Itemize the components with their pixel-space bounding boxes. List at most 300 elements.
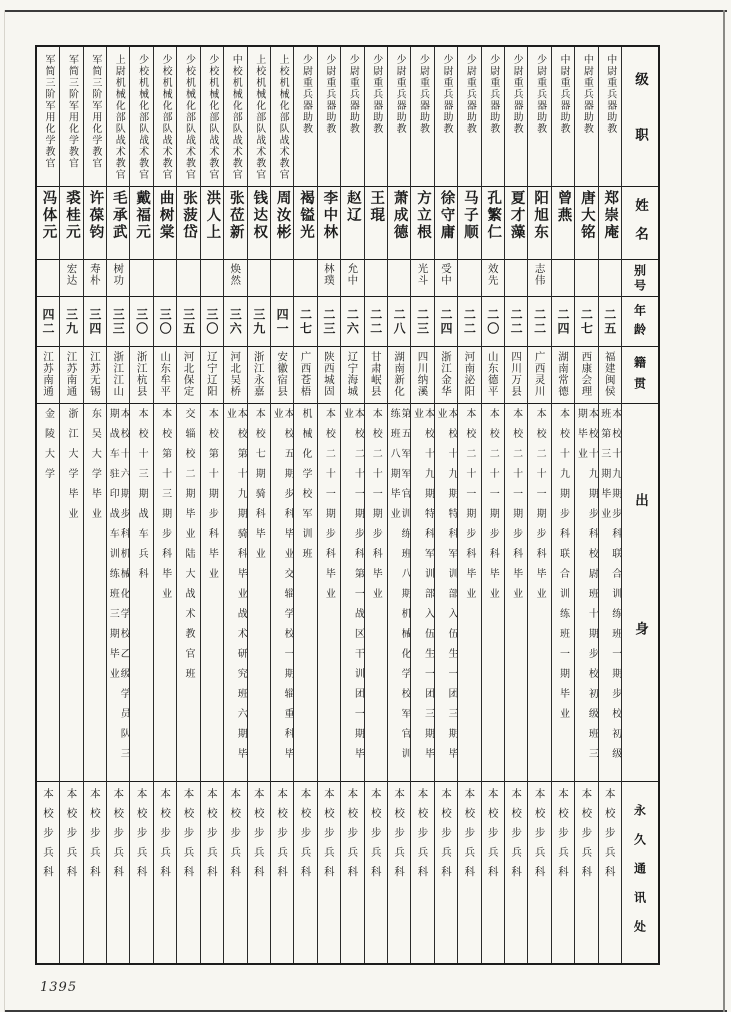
- person-background: 本校第十九期骑科毕业战术研究班六期毕业: [224, 408, 247, 768]
- person-rank: 中尉重兵器助教: [557, 54, 569, 135]
- person-alias: 树功: [112, 263, 125, 286]
- person-origin: 辽宁海城: [346, 351, 359, 397]
- cell-background: [37, 404, 59, 782]
- cell-contact: [528, 782, 550, 963]
- cell-origin: [482, 347, 504, 404]
- cell-rank: [107, 47, 129, 187]
- cell-alias: [60, 260, 82, 297]
- cell-rank: [458, 47, 480, 187]
- cell-rank: [599, 47, 621, 187]
- person-contact: 本校步兵科: [556, 788, 569, 886]
- person-rank: 少尉重兵器助教: [347, 54, 359, 135]
- person-rank: 少校机械化部队战术教官: [160, 54, 172, 181]
- cell-contact: [365, 782, 387, 963]
- person-contact: 本校步兵科: [229, 788, 242, 886]
- cell-name: [130, 187, 152, 260]
- person-background: 本校十九期步科联合训练班一期毕业: [557, 408, 569, 728]
- cell-name: [271, 187, 293, 260]
- person-contact: 本校步兵科: [322, 788, 335, 886]
- cell-rank: [294, 47, 316, 187]
- person-background: 本校二十一期步科毕业: [534, 408, 546, 608]
- person-name: 张莅新: [227, 190, 244, 241]
- person-contact: 本校步兵科: [135, 788, 148, 886]
- cell-origin: [84, 347, 106, 404]
- person-origin: 河北吴桥: [229, 351, 242, 397]
- cell-origin: [107, 347, 129, 404]
- cell-alias: [271, 260, 293, 297]
- cell-contact: [107, 782, 129, 963]
- cell-origin: [552, 347, 574, 404]
- cell-origin: [575, 347, 597, 404]
- cell-name: [177, 187, 199, 260]
- table-column-person: [598, 47, 621, 963]
- person-contact: 本校步兵科: [205, 788, 218, 886]
- cell-age: [130, 297, 152, 347]
- cell-alias: [341, 260, 363, 297]
- person-rank: 中尉重兵器助教: [604, 54, 616, 135]
- person-name: 冯体元: [40, 190, 57, 241]
- person-age: 二二: [368, 307, 383, 336]
- cell-alias: [37, 260, 59, 297]
- cell-name: [201, 187, 223, 260]
- cell-rank: [177, 47, 199, 187]
- person-origin: 湖南新化: [393, 351, 406, 397]
- cell-name: [388, 187, 410, 260]
- cell-background: [341, 404, 363, 782]
- person-name: 萧成德: [391, 190, 408, 241]
- person-origin: 甘肃岷县: [369, 351, 382, 397]
- person-origin: 江苏南通: [65, 351, 78, 397]
- table-column-person: [574, 47, 597, 963]
- person-contact: 本校步兵科: [416, 788, 429, 886]
- person-rank: 军简三阶军用化学教官: [89, 54, 101, 169]
- person-rank: 少校机械化部队战术教官: [136, 54, 148, 181]
- table-column-person: [153, 47, 176, 963]
- person-name: 赵辽: [344, 190, 361, 224]
- cell-contact: [84, 782, 106, 963]
- cell-origin: [458, 347, 480, 404]
- person-origin: 四川纳溪: [416, 351, 429, 397]
- cell-background: [177, 404, 199, 782]
- cell-age: [575, 297, 597, 347]
- header-column: [621, 47, 658, 963]
- person-rank: 少尉重兵器助教: [323, 54, 335, 135]
- cell-rank: [37, 47, 59, 187]
- person-contact: 本校步兵科: [393, 788, 406, 886]
- cell-alias: [107, 260, 129, 297]
- person-origin: 浙江永嘉: [252, 351, 265, 397]
- cell-rank: [528, 47, 550, 187]
- person-name: 郑崇庵: [602, 190, 619, 241]
- cell-rank: [505, 47, 527, 187]
- cell-rank: [435, 47, 457, 187]
- person-age: 二二: [509, 307, 524, 336]
- cell-name: [435, 187, 457, 260]
- cell-background: [505, 404, 527, 782]
- cell-rank: [130, 47, 152, 187]
- person-background: 本校二十一期步科毕业: [323, 408, 335, 608]
- cell-alias: [84, 260, 106, 297]
- cell-background: [528, 404, 550, 782]
- person-alias: 受中: [439, 263, 452, 286]
- header-age-label: 年龄: [632, 304, 647, 342]
- person-rank: 军简三阶军用化学教官: [66, 54, 78, 169]
- cell-age: [177, 297, 199, 347]
- cell-rank: [84, 47, 106, 187]
- person-origin: 浙江江山: [112, 351, 125, 397]
- cell-name: [224, 187, 246, 260]
- table-column-person: [200, 47, 223, 963]
- person-contact: 本校步兵科: [369, 788, 382, 886]
- person-age: 二四: [555, 307, 570, 336]
- cell-rank: [201, 47, 223, 187]
- person-contact: 本校步兵科: [299, 788, 312, 886]
- header-cell-age: [622, 297, 658, 347]
- cell-contact: [248, 782, 270, 963]
- cell-background: [411, 404, 433, 782]
- cell-contact: [552, 782, 574, 963]
- person-age: 三五: [181, 307, 196, 336]
- person-age: 三四: [87, 307, 102, 336]
- table-column-person: [340, 47, 363, 963]
- person-background: 本校十三期战车兵科: [136, 408, 148, 588]
- person-contact: 本校步兵科: [486, 788, 499, 886]
- person-origin: 广西灵川: [533, 351, 546, 397]
- person-background: 本校二十一期步科毕业: [370, 408, 382, 608]
- person-origin: 浙江金华: [439, 351, 452, 397]
- person-alias: 宏达: [65, 263, 78, 286]
- cell-contact: [435, 782, 457, 963]
- table-column-person: [387, 47, 410, 963]
- person-name: 马子顺: [461, 190, 478, 241]
- scan-margin-bottom: [0, 1012, 731, 1024]
- person-origin: 四川万县: [510, 351, 523, 397]
- table-column-person: [223, 47, 246, 963]
- person-name: 褐镒光: [298, 190, 315, 241]
- person-contact: 本校步兵科: [65, 788, 78, 886]
- cell-age: [435, 297, 457, 347]
- table-column-person: [270, 47, 293, 963]
- person-name: 阳旭东: [532, 190, 549, 241]
- cell-name: [599, 187, 621, 260]
- cell-alias: [318, 260, 340, 297]
- cell-age: [84, 297, 106, 347]
- table-column-person: [83, 47, 106, 963]
- cell-background: [575, 404, 597, 782]
- table-column-person: [551, 47, 574, 963]
- person-age: 二六: [345, 307, 360, 336]
- person-origin: 广西苍梧: [299, 351, 312, 397]
- person-rank: 少尉重兵器助教: [464, 54, 476, 135]
- person-origin: 江苏无锡: [88, 351, 101, 397]
- cell-contact: [294, 782, 316, 963]
- person-name: 许葆钧: [87, 190, 104, 241]
- cell-age: [248, 297, 270, 347]
- person-name: 曾燕: [555, 190, 572, 224]
- person-contact: 本校步兵科: [159, 788, 172, 886]
- person-rank: 上校机械化部队战术教官: [253, 54, 265, 181]
- cell-age: [224, 297, 246, 347]
- person-name: 徐守庸: [438, 190, 455, 241]
- person-background: 本校十九期步科联合训练班一期步校初级班第三期毕业: [598, 408, 621, 768]
- person-contact: 本校步兵科: [510, 788, 523, 886]
- cell-rank: [341, 47, 363, 187]
- cell-name: [528, 187, 550, 260]
- person-background: 金陵大学: [42, 408, 54, 488]
- person-contact: 本校步兵科: [463, 788, 476, 886]
- header-origin-label: 籍贯: [632, 356, 647, 398]
- person-age: 二七: [298, 307, 313, 336]
- cell-alias: [365, 260, 387, 297]
- person-rank: 少尉重兵器助教: [370, 54, 382, 135]
- person-age: 三〇: [134, 307, 149, 336]
- table-column-person: [106, 47, 129, 963]
- cell-origin: [60, 347, 82, 404]
- personnel-roster-table: [35, 45, 660, 965]
- person-age: 三〇: [158, 307, 173, 336]
- cell-age: [107, 297, 129, 347]
- person-background: 东吴大学毕业: [89, 408, 101, 528]
- cell-origin: [224, 347, 246, 404]
- header-cell-name: [622, 187, 658, 260]
- person-rank: 少尉重兵器助教: [300, 54, 312, 135]
- cell-origin: [388, 347, 410, 404]
- person-background: 本校七期骑科毕业: [253, 408, 265, 568]
- person-background: 浙江大学毕业: [65, 408, 77, 528]
- table-column-person: [59, 47, 82, 963]
- cell-origin: [248, 347, 270, 404]
- cell-age: [37, 297, 59, 347]
- person-contact: 本校步兵科: [276, 788, 289, 886]
- person-age: 三〇: [204, 307, 219, 336]
- cell-age: [271, 297, 293, 347]
- header-cell-alias: [622, 260, 658, 297]
- table-column-person: [317, 47, 340, 963]
- scan-edge-left: [4, 10, 5, 1012]
- person-background: 本校五期步科毕业交辎学校一期辎重科毕业: [271, 408, 294, 768]
- person-age: 二三: [321, 307, 336, 336]
- cell-rank: [60, 47, 82, 187]
- cell-origin: [294, 347, 316, 404]
- cell-name: [84, 187, 106, 260]
- cell-name: [575, 187, 597, 260]
- cell-contact: [271, 782, 293, 963]
- cell-contact: [505, 782, 527, 963]
- person-background: 本校十九期特科军训部入伍生一团三期毕业: [434, 408, 457, 768]
- person-origin: 河北保定: [182, 351, 195, 397]
- person-background: 本校第十期步科毕业: [206, 408, 218, 588]
- cell-origin: [201, 347, 223, 404]
- person-age: 二三: [415, 307, 430, 336]
- cell-alias: [435, 260, 457, 297]
- person-rank: 少尉重兵器助教: [394, 54, 406, 135]
- cell-contact: [599, 782, 621, 963]
- cell-name: [37, 187, 59, 260]
- cell-alias: [130, 260, 152, 297]
- person-age: 四一: [275, 307, 290, 336]
- person-rank: 上校机械化部队战术教官: [277, 54, 289, 181]
- person-rank: 少尉重兵器助教: [487, 54, 499, 135]
- cell-contact: [130, 782, 152, 963]
- cell-age: [528, 297, 550, 347]
- cell-alias: [294, 260, 316, 297]
- person-contact: 本校步兵科: [439, 788, 452, 886]
- cell-rank: [365, 47, 387, 187]
- cell-contact: [575, 782, 597, 963]
- cell-rank: [552, 47, 574, 187]
- cell-name: [365, 187, 387, 260]
- cell-alias: [248, 260, 270, 297]
- person-origin: 山东牟平: [159, 351, 172, 397]
- cell-background: [294, 404, 316, 782]
- table-column-person: [457, 47, 480, 963]
- cell-name: [458, 187, 480, 260]
- cell-name: [294, 187, 316, 260]
- header-name-label: 姓名: [632, 198, 648, 255]
- person-name: 王琨: [368, 190, 385, 224]
- cell-age: [388, 297, 410, 347]
- cell-origin: [37, 347, 59, 404]
- person-rank: 少尉重兵器助教: [534, 54, 546, 135]
- header-cell-origin: [622, 347, 658, 404]
- person-name: 毛承武: [110, 190, 127, 241]
- cell-origin: [271, 347, 293, 404]
- person-age: 二四: [438, 307, 453, 336]
- scan-edge-top: [4, 10, 727, 12]
- person-alias: 焕然: [229, 263, 242, 286]
- cell-name: [505, 187, 527, 260]
- person-alias: 寿朴: [88, 263, 101, 286]
- person-background: 机械化学校军训班: [300, 408, 312, 568]
- cell-origin: [435, 347, 457, 404]
- cell-age: [60, 297, 82, 347]
- cell-origin: [177, 347, 199, 404]
- cell-background: [154, 404, 176, 782]
- cell-contact: [154, 782, 176, 963]
- table-column-person: [434, 47, 457, 963]
- person-age: 三三: [111, 307, 126, 336]
- cell-alias: [224, 260, 246, 297]
- cell-background: [388, 404, 410, 782]
- person-contact: 本校步兵科: [88, 788, 101, 886]
- cell-age: [365, 297, 387, 347]
- cell-background: [552, 404, 574, 782]
- cell-age: [482, 297, 504, 347]
- person-rank: 中尉重兵器助教: [581, 54, 593, 135]
- person-age: 三九: [251, 307, 266, 336]
- person-origin: 陕西城固: [322, 351, 335, 397]
- cell-contact: [37, 782, 59, 963]
- cell-background: [599, 404, 621, 782]
- cell-age: [341, 297, 363, 347]
- person-origin: 河南泌阳: [463, 351, 476, 397]
- cell-contact: [318, 782, 340, 963]
- person-contact: 本校步兵科: [533, 788, 546, 886]
- person-origin: 浙江杭县: [135, 351, 148, 397]
- cell-rank: [575, 47, 597, 187]
- person-alias: 允中: [346, 263, 359, 286]
- cell-origin: [505, 347, 527, 404]
- cell-name: [552, 187, 574, 260]
- cell-background: [107, 404, 129, 782]
- cell-alias: [154, 260, 176, 297]
- person-alias: 林璞: [322, 263, 335, 286]
- person-age: 三六: [228, 307, 243, 336]
- cell-contact: [341, 782, 363, 963]
- table-column-person: [37, 47, 59, 963]
- cell-contact: [388, 782, 410, 963]
- person-age: 三九: [64, 307, 79, 336]
- person-alias: 光斗: [416, 263, 429, 286]
- cell-origin: [599, 347, 621, 404]
- person-background: 本校二十一期步科第一战区干训团一期毕业: [341, 408, 364, 768]
- cell-age: [411, 297, 433, 347]
- cell-alias: [482, 260, 504, 297]
- person-name: 曲树棠: [157, 190, 174, 241]
- person-origin: 江苏南通: [42, 351, 55, 397]
- header-contact-label: 永久通讯处: [632, 804, 647, 949]
- person-contact: 本校步兵科: [252, 788, 265, 886]
- person-background: 本校十六期步科机械化学校乙级学员队三期战车驻印战车训练班三期毕业: [107, 408, 130, 768]
- person-origin: 辽宁辽阳: [205, 351, 218, 397]
- table-column-person: [176, 47, 199, 963]
- person-age: 二二: [462, 307, 477, 336]
- person-name: 张菠岱: [180, 190, 197, 241]
- cell-age: [154, 297, 176, 347]
- person-origin: 山东德平: [486, 351, 499, 397]
- person-contact: 本校步兵科: [346, 788, 359, 886]
- person-age: 二五: [602, 307, 617, 336]
- person-background: 本校二十一期步科毕业: [510, 408, 522, 608]
- cell-contact: [482, 782, 504, 963]
- person-rank: 军简三阶军用化学教官: [43, 54, 55, 169]
- person-name: 裘桂元: [63, 190, 80, 241]
- header-rank-label: 级职: [632, 71, 648, 183]
- cell-background: [224, 404, 246, 782]
- person-name: 方立根: [415, 190, 432, 241]
- cell-background: [482, 404, 504, 782]
- header-cell-rank: [622, 47, 658, 187]
- person-rank: 少尉重兵器助教: [417, 54, 429, 135]
- cell-origin: [411, 347, 433, 404]
- person-origin: 湖南常德: [556, 351, 569, 397]
- person-background: 交辎校二期毕业陆大战术教官班: [182, 408, 194, 688]
- cell-alias: [201, 260, 223, 297]
- cell-origin: [365, 347, 387, 404]
- cell-background: [271, 404, 293, 782]
- person-age: 二八: [392, 307, 407, 336]
- cell-name: [318, 187, 340, 260]
- header-background-label: 出身: [632, 492, 648, 750]
- cell-rank: [318, 47, 340, 187]
- table-column-person: [364, 47, 387, 963]
- cell-background: [130, 404, 152, 782]
- cell-background: [84, 404, 106, 782]
- cell-rank: [271, 47, 293, 187]
- cell-age: [552, 297, 574, 347]
- person-alias: 效先: [486, 263, 499, 286]
- cell-background: [435, 404, 457, 782]
- cell-rank: [411, 47, 433, 187]
- cell-rank: [482, 47, 504, 187]
- table-column-person: [247, 47, 270, 963]
- cell-age: [201, 297, 223, 347]
- person-age: 四二: [41, 307, 56, 336]
- person-contact: 本校步兵科: [42, 788, 55, 886]
- cell-alias: [458, 260, 480, 297]
- person-name: 戴福元: [134, 190, 151, 241]
- person-origin: 安徽宿县: [276, 351, 289, 397]
